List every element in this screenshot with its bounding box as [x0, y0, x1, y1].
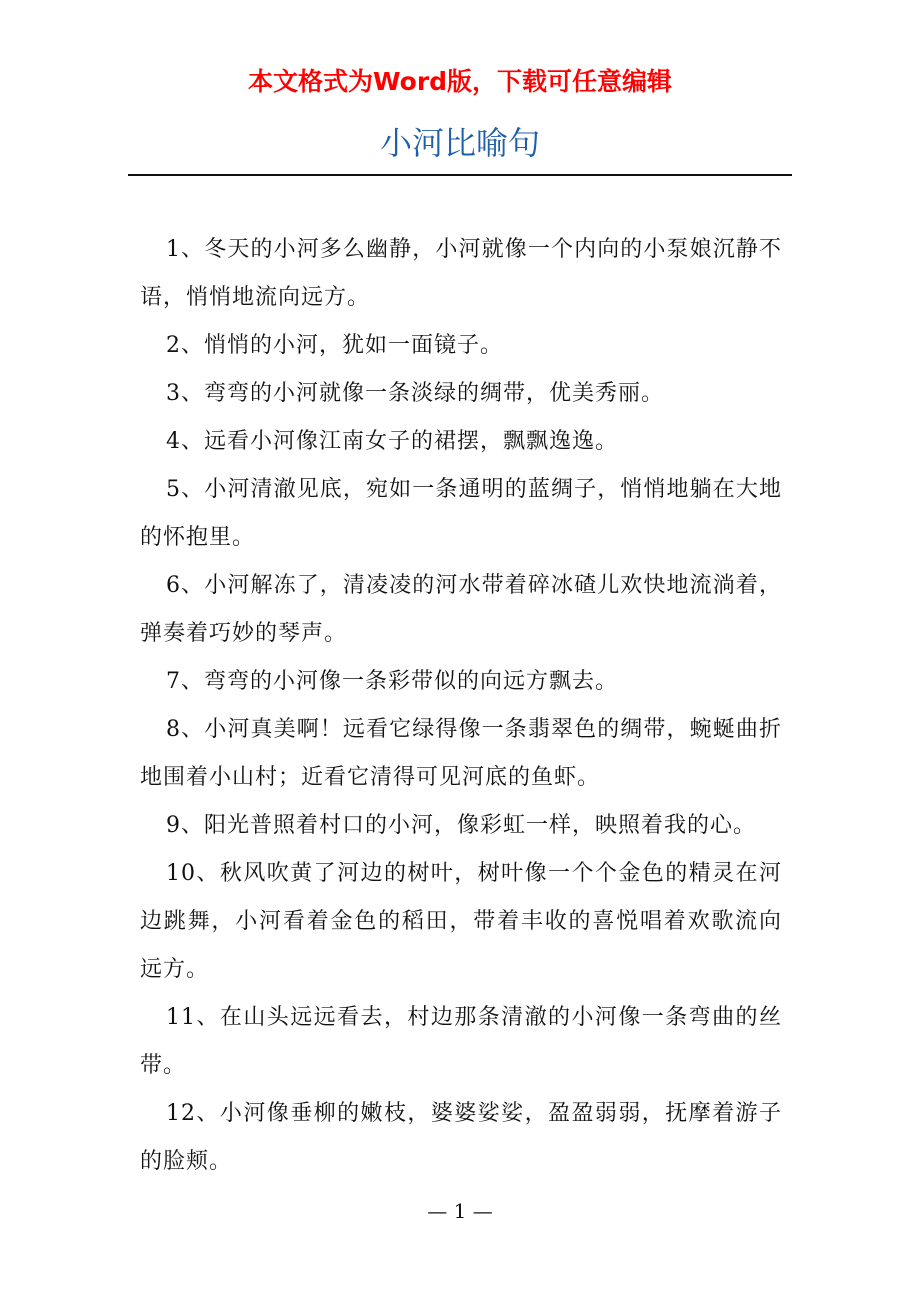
format-notice-banner: 本文格式为Word版，下载可任意编辑: [247, 67, 673, 96]
title-divider: [128, 174, 792, 176]
sentence-paragraph-7: 7、弯弯的小河像一条彩带似的向远方飘去。: [166, 669, 618, 694]
sentence-paragraph-12: 12、小河像垂柳的嫩枝，婆婆娑娑，盈盈弱弱，抚摩着游子的脸颊。: [140, 1101, 782, 1174]
sentence-paragraph-10: 10、秋风吹黄了河边的树叶，树叶像一个个金色的精灵在河边跳舞，小河看着金色的稻田，带着丰收的喜悦唱着欢歌流向远方。: [140, 861, 782, 982]
sentence-paragraph-8: 8、小河真美啊！远看它绿得像一条翡翠色的绸带，蜿蜒曲折地围着小山村；近看它清得可见河底的鱼虾。: [140, 717, 782, 790]
page-number-footer: — 1 —: [427, 1199, 493, 1223]
sentence-paragraph-2: 2、悄悄的小河，犹如一面镜子。: [166, 333, 503, 358]
page-title: 小河比喻句: [379, 124, 540, 162]
sentence-paragraph-3: 3、弯弯的小河就像一条淡绿的绸带，优美秀丽。: [166, 381, 664, 406]
sentence-paragraph-5: 5、小河清澈见底，宛如一条通明的蓝绸子，悄悄地躺在大地的怀抱里。: [140, 477, 782, 550]
sentence-paragraph-9: 9、阳光普照着村口的小河，像彩虹一样，映照着我的心。: [166, 813, 756, 838]
sentence-paragraph-6: 6、小河解冻了，清凌凌的河水带着碎冰碴儿欢快地流淌着，弹奏着巧妙的琴声。: [140, 573, 782, 646]
sentence-paragraph-1: 1、冬天的小河多么幽静，小河就像一个内向的小泵娘沉静不语，悄悄地流向远方。: [140, 237, 782, 310]
sentence-paragraph-4: 4、远看小河像江南女子的裙摆，飘飘逸逸。: [166, 429, 618, 454]
sentence-paragraph-11: 11、在山头远远看去，村边那条清澈的小河像一条弯曲的丝带。: [140, 1005, 782, 1078]
document-body: [140, 226, 782, 1186]
